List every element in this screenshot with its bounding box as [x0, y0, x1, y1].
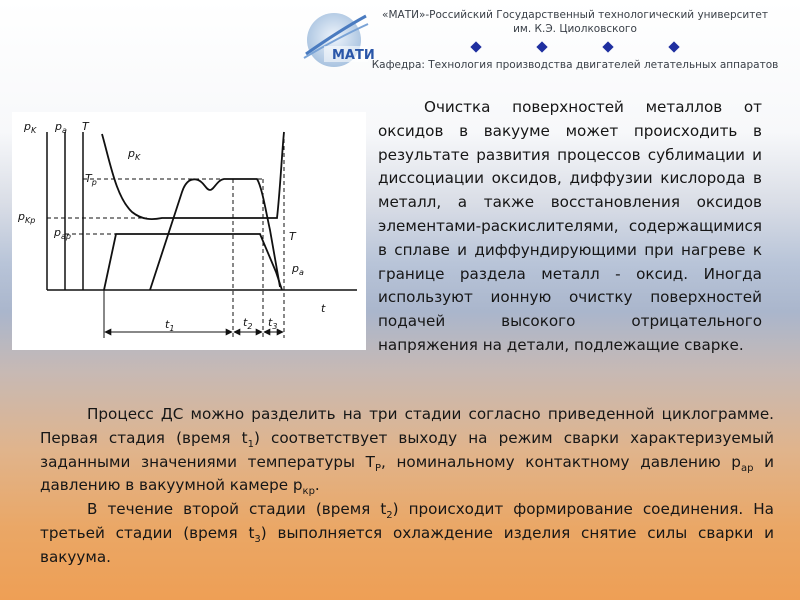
- right-paragraph: Очистка поверхностей металлов от оксидов в вакууме может происходить в результате развития процессов сублимации и диссоциации оксидов, диффузии кислорода в металл, а также восстановления оксидов элементами-раскислителями, содержащимися в сплаве и диффундирующими при нагреве к границе раздела металл - оксид. Иногда используют ионную очистку поверхностей подачей высокого отрицательного напряжения на детали, подлежащие сварке.: [378, 98, 762, 354]
- department-line: Кафедра: Технология производства двигателей летательных аппаратов: [371, 59, 779, 71]
- pa-curve-label: $p_a$: [292, 262, 304, 277]
- pkr-label: $p_{Kp}$: [18, 210, 36, 225]
- diamond-icon: [602, 41, 613, 52]
- pk-axis-label: $p_K$: [24, 120, 37, 135]
- diamond-icon: [668, 41, 679, 52]
- t-axis-label: T: [82, 120, 89, 133]
- header: [360, 8, 790, 72]
- time-axis-label: t: [321, 302, 326, 315]
- pa-curve: [104, 234, 282, 290]
- diamond-bullets: [360, 40, 790, 54]
- cyclogram-svg: [12, 112, 366, 350]
- logo-text: МАТИ: [332, 48, 375, 63]
- temperature-curve-label: T: [289, 230, 296, 243]
- t1-label: $t_1$: [165, 318, 175, 333]
- pa-axis-label: $p_a$: [55, 120, 67, 135]
- pk-curve-label: $p_K$: [128, 147, 141, 162]
- par-label: $p_{ap}$: [54, 226, 71, 241]
- pk-curve: [102, 132, 284, 219]
- bottom-text: [40, 403, 774, 570]
- tp-label: $T_p$: [85, 172, 97, 187]
- t2-label: $t_2$: [243, 316, 253, 331]
- paragraph-stage-1: Процесс ДС можно разделить на три стадии согласно приведенной циклограмме. Первая стадия (время $t_1$) соответствует выходу на режим сварки характеризуемый заданными значениями температуры $Т_Р$, номинальному контактному давлению $р_{ар}$ и давлению в вакуумной камере $р_{кр}$.: [40, 405, 775, 498]
- cyclogram-diagram: [12, 112, 366, 350]
- mati-logo: [296, 10, 375, 72]
- university-name-line: им. К.Э. Циолковского: [513, 23, 637, 35]
- t3-label: $t_3$: [268, 316, 278, 331]
- paragraph-stage-2-3: В течение второй стадии (время $t_2$) происходит формирование соединения. На третьей стадии (время $t_3$) выполняется охлаждение изделия снятие силы сварки и вакуума.: [40, 500, 774, 566]
- diamond-icon: [536, 41, 547, 52]
- diamond-icon: [470, 41, 481, 52]
- university-line: «МАТИ»-Российский Государственный технологический университет: [382, 9, 768, 21]
